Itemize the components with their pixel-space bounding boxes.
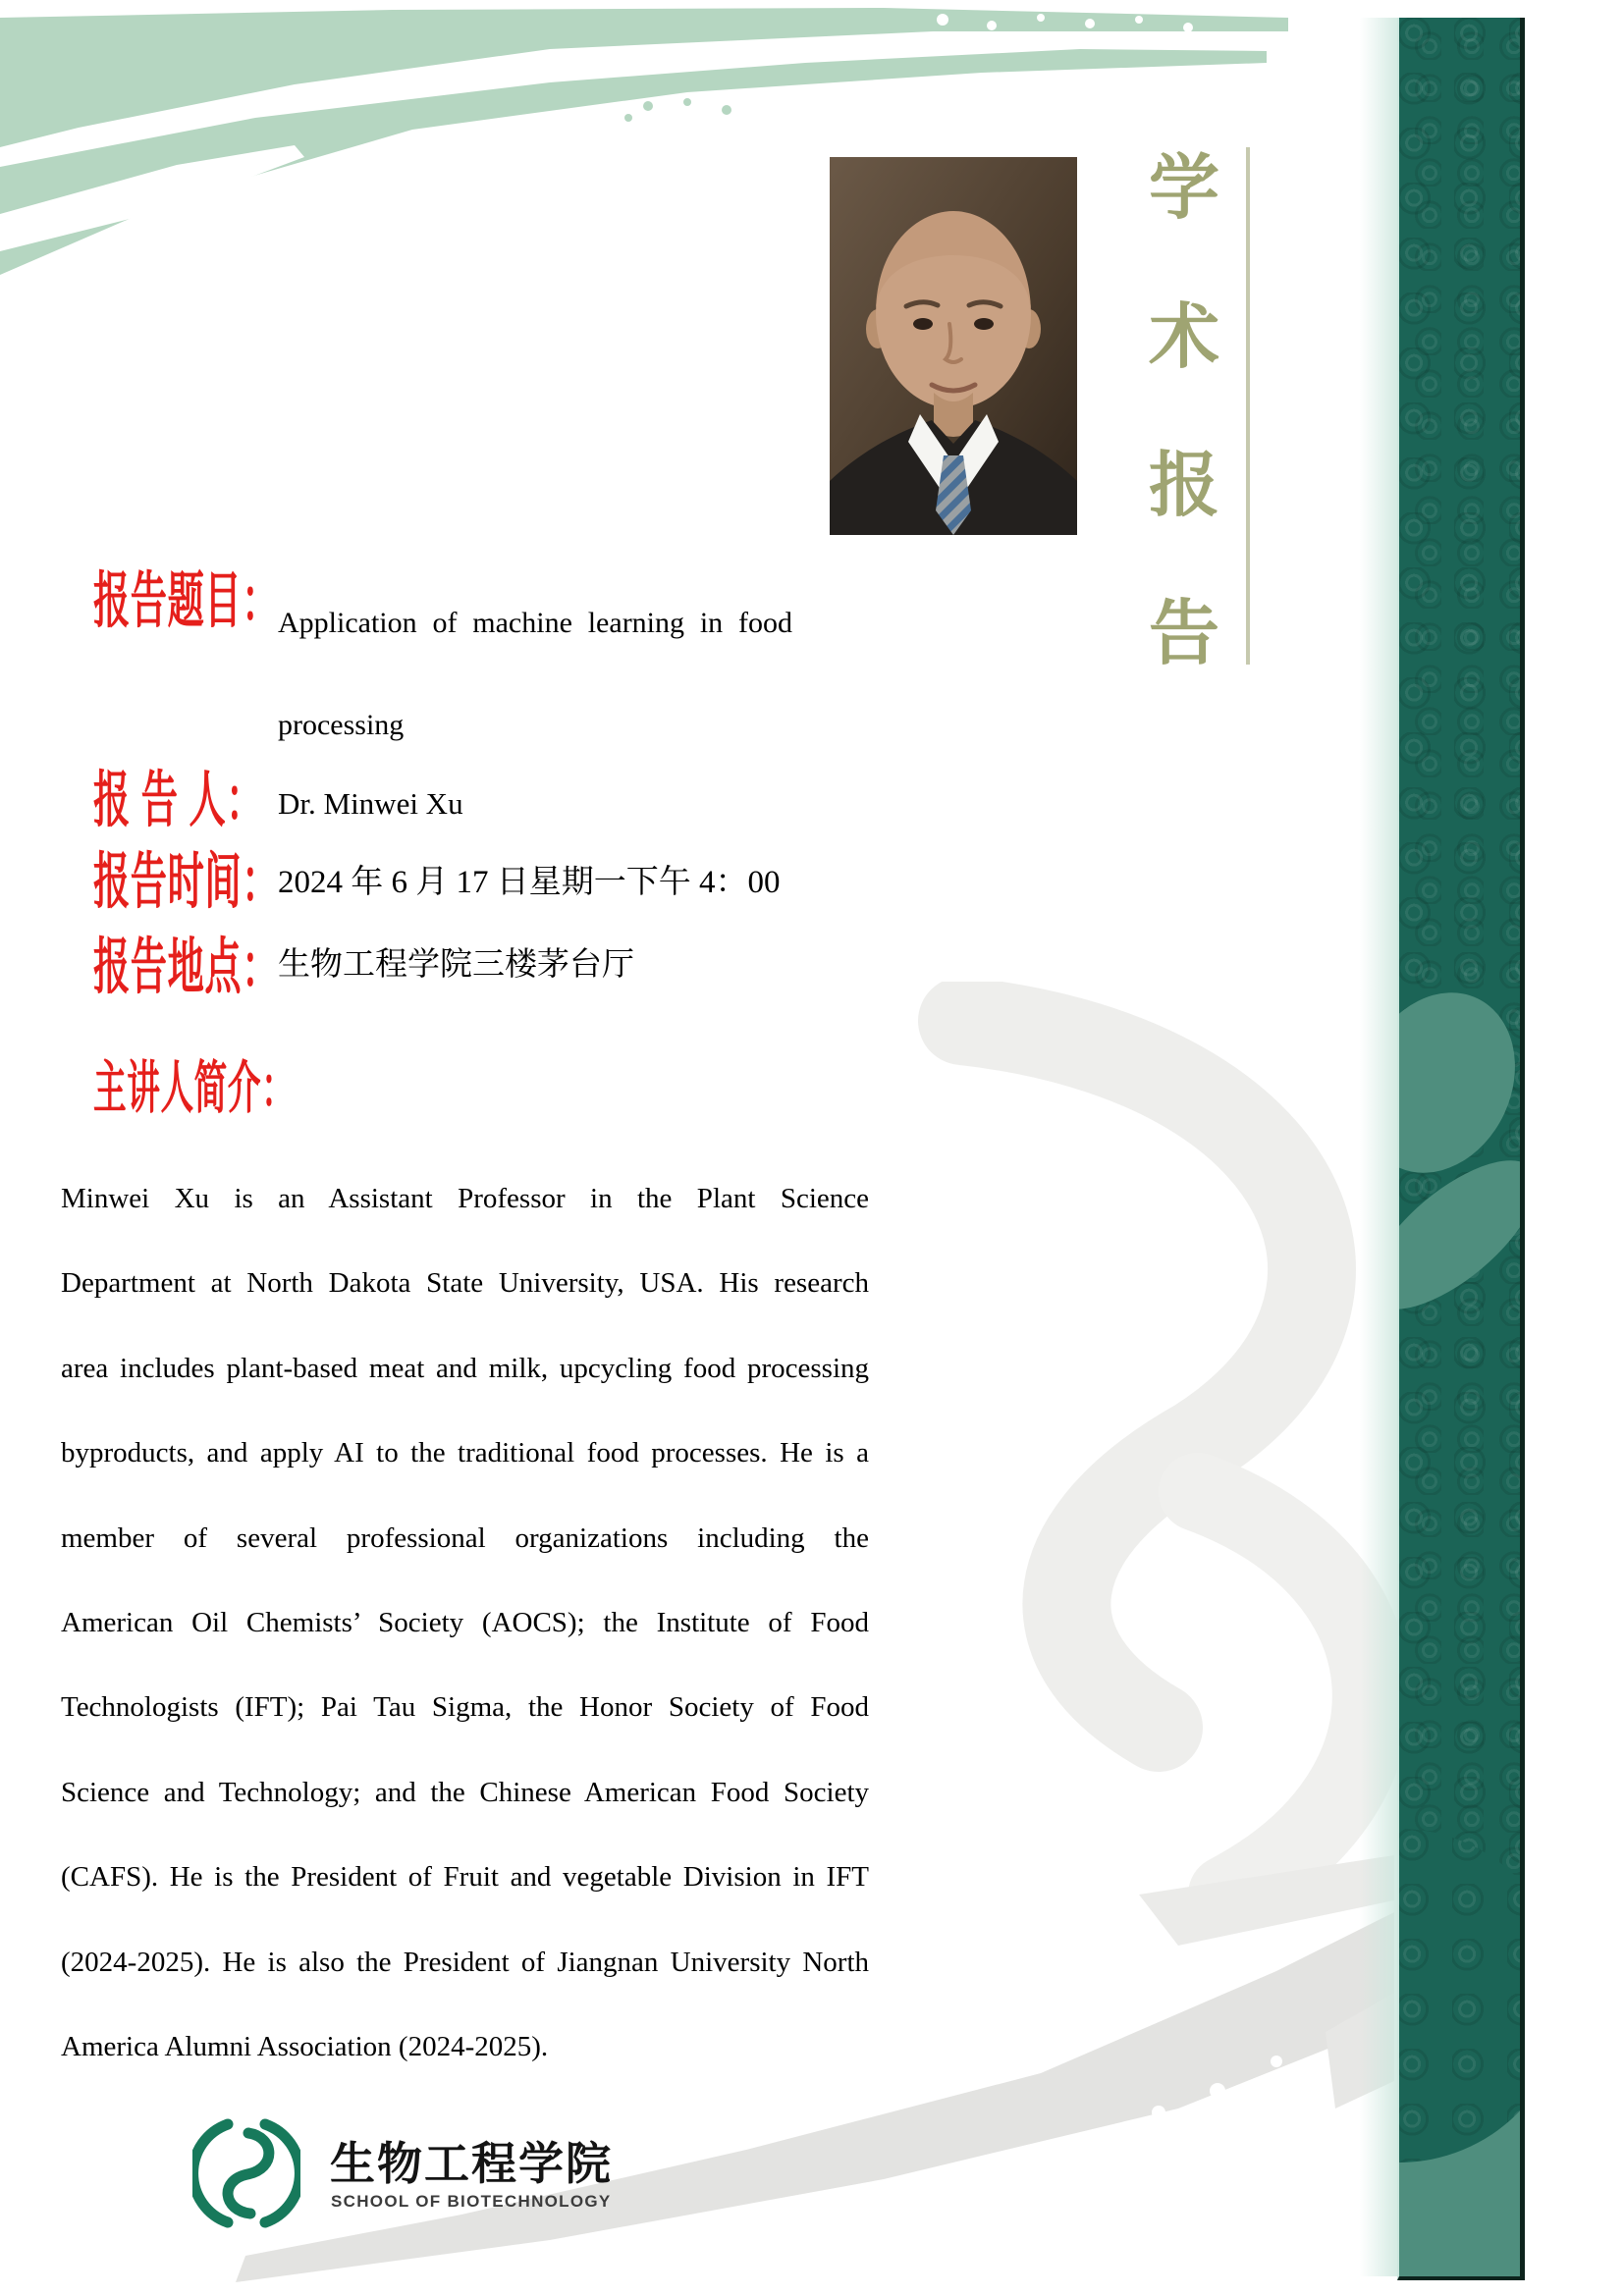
report-time-value: 2024 年 6 月 17 日星期一下午 4：00	[278, 865, 781, 900]
school-name-english: SCHOOL OF BIOTECHNOLOGY	[331, 2192, 612, 2211]
bio-line: Minwei Xu is an Assistant Professor in the Plant Science	[61, 1183, 869, 1214]
report-location-value: 生物工程学院三楼茅台厅	[278, 947, 634, 983]
bio-line: Department at North Dakota State University, USA. His research	[61, 1267, 869, 1300]
bio-line: America Alumni Association (2024-2025).	[61, 2031, 549, 2063]
vertical-title-divider	[1246, 147, 1250, 665]
bio-line: area includes plant-based meat and milk, upcycling food processing	[61, 1352, 869, 1384]
brush-stroke-decoration	[0, 8, 1296, 322]
band-edge-glow	[1360, 18, 1397, 2276]
bio-line: member of several professional organizations including the	[61, 1522, 869, 1554]
bio-line: Science and Technology; and the Chinese American Food Society	[61, 1776, 869, 1808]
bio-line: (CAFS). He is the President of Fruit and vegetable Division in IFT	[61, 1861, 869, 1894]
speaker-photo	[830, 157, 1077, 535]
report-title-line-1: Application of machine learning in food	[278, 607, 792, 639]
vertical-title-char-2: 术	[1148, 298, 1219, 377]
vertical-title-char-4: 告	[1148, 595, 1219, 673]
bio-line: byproducts, and apply AI to the traditional food processes. He is a	[61, 1437, 869, 1469]
label-report-title: 报告题目：	[93, 567, 280, 635]
school-name-chinese: 生物工程学院	[330, 2138, 613, 2189]
school-logo-icon	[192, 2118, 300, 2228]
report-title-value	[278, 572, 792, 776]
speaker-name-value: Dr. Minwei Xu	[278, 786, 463, 821]
speaker-bio-heading: 主讲人简介：	[93, 1056, 296, 1120]
bio-line: Technologists (IFT); Pai Tau Sigma, the Honor Society of Food	[61, 1691, 869, 1724]
vertical-title-char-3: 报	[1148, 447, 1219, 525]
speaker-biography	[61, 1156, 869, 2089]
label-report-time: 报告时间：	[93, 848, 280, 916]
label-speaker: 报 告 人：	[93, 767, 264, 834]
band-dark-crescent	[1397, 1829, 1525, 2163]
bio-line: American Oil Chemists’ Society (AOCS); the Institute of Food	[61, 1607, 869, 1639]
speaker-portrait-illustration	[830, 157, 1077, 535]
decorative-side-band	[1397, 18, 1525, 2280]
report-title-line-2: processing	[278, 709, 405, 741]
vertical-title-char-1: 学	[1148, 149, 1219, 228]
label-report-location: 报告地点：	[93, 934, 280, 1001]
bio-line: (2024-2025). He is also the President of Jiangnan University North	[61, 1946, 869, 1978]
